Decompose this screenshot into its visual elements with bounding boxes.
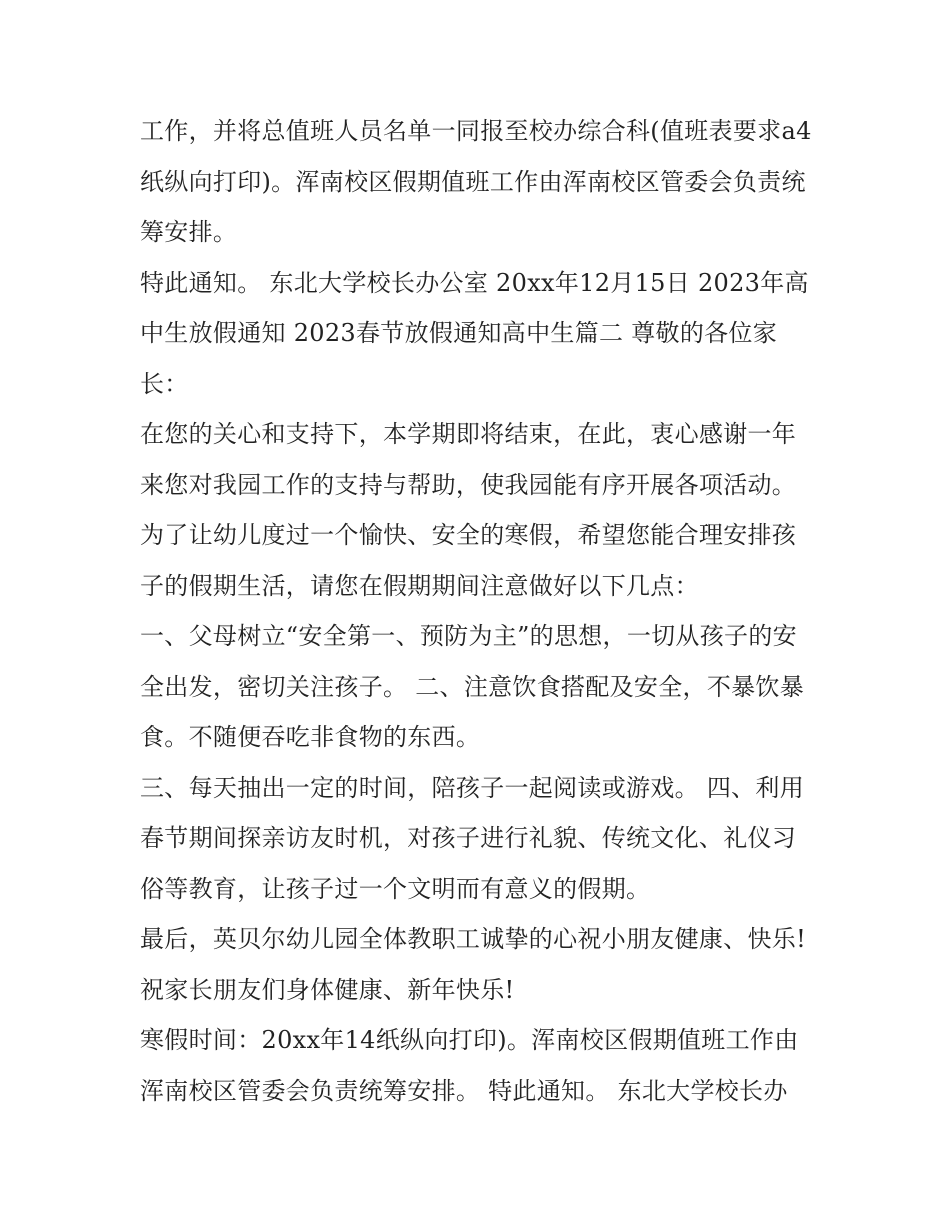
paragraph-closing-wishes: 最后，英贝尔幼儿园全体教职工诚挚的心祝小朋友健康、快乐!祝家长朋友们身体健康、新年快乐! — [140, 925, 807, 1004]
paragraph-holiday-time: 寒假时间：20xx年14纸纵向打印)。浑南校区假期值班工作由浑南校区管委会负责统筹安排。 特此通知。 东北大学校长办 — [140, 1026, 799, 1105]
paragraph-points-three-four: 三、每天抽出一定的时间，陪孩子一起阅读或游戏。 四、利用春节期间探亲访友时机，对孩子进行礼貌、传统文化、礼仪习俗等教育，让孩子过一个文明而有意义的假期。 — [140, 773, 805, 903]
paragraph-duty-report: 工作，并将总值班人员名单一同报至校办综合科(值班表要求a4纸纵向打印)。浑南校区假期值班工作由浑南校区管委会负责统筹安排。 — [140, 117, 812, 246]
paragraph-points-one-two: 一、父母树立“安全第一、预防为主”的思想，一切从孩子的安全出发，密切关注孩子。 二、注意饮食搭配及安全，不暴饮暴食。不随便吞吃非食物的东西。 — [140, 622, 805, 751]
document-body — [140, 106, 820, 1116]
paragraph-thanks: 在您的关心和支持下，本学期即将结束，在此，衷心感谢一年来您对我园工作的支持与帮助，使我园能有序开展各项活动。为了让幼儿度过一个愉快、安全的寒假，希望您能合理安排孩子的假期生活，请您在假期期间注意做好以下几点： — [140, 420, 797, 600]
paragraph-notice-signature: 特此通知。 东北大学校长办公室 20xx年12月15日 2023年高中生放假通知 2023春节放假通知高中生篇二 尊敬的各位家长： — [140, 268, 809, 398]
